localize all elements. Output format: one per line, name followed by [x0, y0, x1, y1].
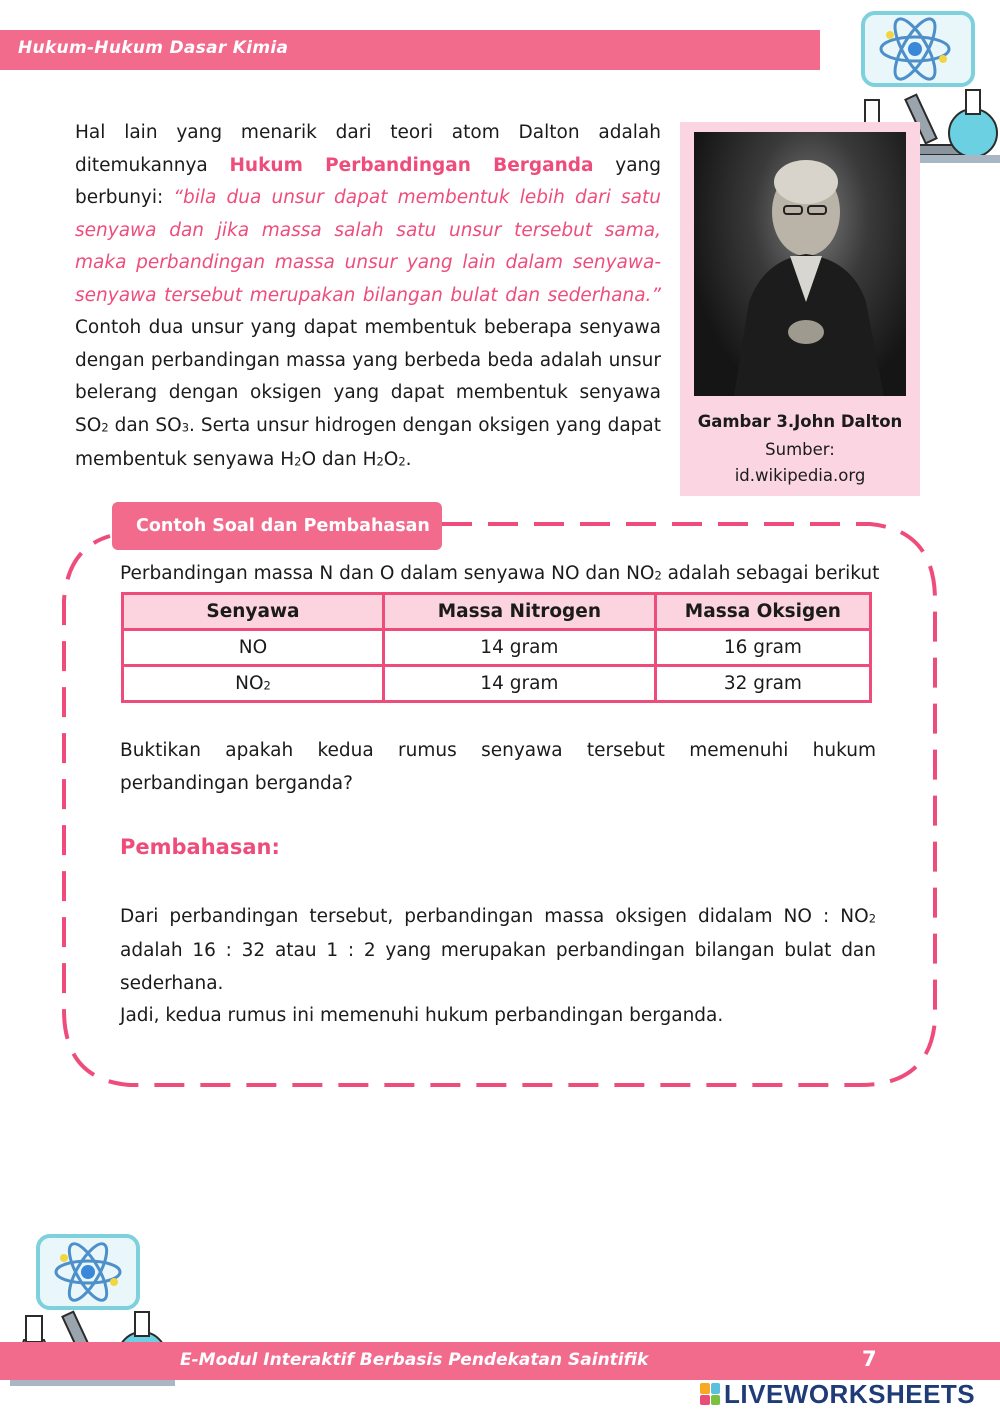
discussion-heading: Pembahasan: — [120, 835, 280, 859]
intro-text-6: O dan H — [301, 448, 377, 470]
subscript: 2 — [294, 454, 302, 469]
mass-table — [121, 592, 872, 703]
table-header: Massa Nitrogen — [383, 594, 655, 630]
subscript: 3 — [181, 420, 189, 435]
example-tab: Contoh Soal dan Pembahasan — [112, 502, 442, 550]
portrait-silhouette — [694, 132, 906, 396]
figure-card — [680, 122, 920, 496]
liveworksheets-logo-icon — [700, 1383, 720, 1405]
answer-text — [120, 901, 876, 1033]
table-header: Massa Oksigen — [655, 594, 870, 630]
answer-text-b: adalah 16 : 32 atau 1 : 2 yang merupakan perbandingan bilangan bulat dan sederhana. — [120, 940, 876, 994]
table-cell-nitrogen: 14 gram — [383, 666, 655, 702]
problem-statement — [120, 560, 880, 590]
table-header: Senyawa — [123, 594, 384, 630]
table-cell-oxygen: 32 gram — [655, 666, 870, 702]
table-header-row — [123, 594, 871, 630]
subscript: 2 — [654, 568, 662, 583]
header-bar — [0, 30, 820, 70]
intro-text-2: yang berbunyi: — [75, 154, 662, 208]
intro-text-3: Contoh dua unsur yang dapat membentuk beberapa senyawa dengan perbandingan massa yang berbeda beda adalah unsur belerang dengan oksigen yang dapat membentuk senyawa SO — [75, 317, 661, 436]
law-name: Hukum Perbandingan Berganda — [229, 154, 594, 176]
subscript: 2 — [376, 454, 384, 469]
table-row — [123, 666, 871, 702]
figure-source-label: Sumber: — [765, 440, 835, 459]
figure-source-url: id.wikipedia.org — [734, 466, 866, 485]
subscript: 2 — [263, 678, 271, 693]
question-text: Buktikan apakah kedua rumus senyawa tersebut memenuhi hukum perbandingan berganda? — [120, 740, 876, 794]
problem-text-a: Perbandingan massa N dan O dalam senyawa NO dan NO — [120, 563, 655, 584]
footer-title: E-Modul Interaktif Berbasis Pendekatan Saintifik — [180, 1350, 649, 1370]
intro-text-8: . — [405, 448, 412, 470]
subscript: 2 — [398, 454, 406, 469]
table-cell-nitrogen: 14 gram — [383, 630, 655, 666]
figure-caption: Gambar 3.John Dalton — [697, 412, 903, 431]
liveworksheets-logo-text: LIVEWORKSHEETS — [724, 1378, 976, 1409]
subscript: 2 — [101, 420, 109, 435]
law-quote: “bila dua unsur dapat membentuk lebih dari satu senyawa dan jika massa salah satu unsur tersebut sama, maka perbandingan massa unsur yang lain dalam senyawa-senyawa tersebut merupakan bilangan bulat dan sederhana.” — [75, 187, 661, 306]
intro-text-4: dan SO — [108, 414, 182, 436]
conclusion-text: Jadi, kedua rumus ini memenuhi hukum perbandingan berganda. — [120, 1005, 724, 1027]
table-row — [123, 630, 871, 666]
problem-text-b: adalah sebagai berikut — [661, 563, 880, 584]
intro-text-1: Hal lain yang menarik dari teori atom Dalton adalah ditemukannya — [75, 122, 661, 176]
liveworksheets-logo[interactable] — [700, 1380, 975, 1408]
compound-name: NO — [235, 673, 264, 694]
table-cell-compound — [123, 630, 384, 666]
page-number: 7 — [862, 1347, 877, 1371]
compound-name: NO — [238, 637, 268, 658]
intro-paragraph — [75, 117, 661, 478]
intro-text-5: . Serta unsur hidrogen dengan oksigen yang dapat membentuk senyawa H — [75, 414, 661, 470]
intro-text-7: O — [383, 448, 399, 470]
subscript: 2 — [868, 911, 876, 926]
table-cell-compound — [123, 666, 384, 702]
table-cell-oxygen: 16 gram — [655, 630, 870, 666]
footer-bar — [0, 1342, 1000, 1380]
answer-text-a: Dari perbandingan tersebut, perbandingan massa oksigen didalam NO : NO — [120, 906, 869, 927]
header-title: Hukum-Hukum Dasar Kimia — [18, 38, 289, 58]
portrait-image — [694, 132, 906, 396]
